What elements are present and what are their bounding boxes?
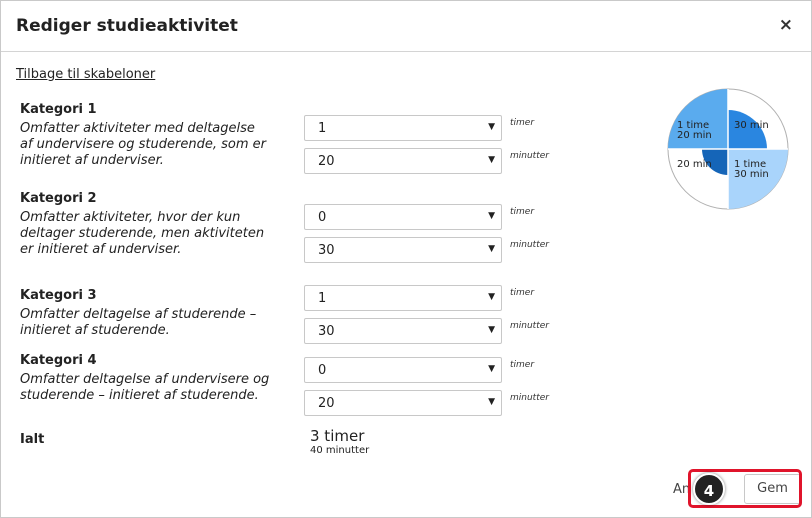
category-3-minutes-select[interactable]: [304, 318, 502, 344]
category-2-minutes-value: 30: [318, 243, 335, 258]
category-1-minutes-value: 20: [318, 154, 335, 169]
minutes-unit-label: minutter: [510, 393, 549, 403]
category-3-title: Kategori 3: [20, 288, 97, 303]
category-2-description: Omfatter aktiviteter, hvor der kun deltager studerende, men aktiviteten er initieret af underviser.: [20, 210, 265, 257]
category-1-description: Omfatter aktiviteter med deltagelse af undervisere og studerende, som er initieret af underviser.: [20, 121, 266, 168]
close-icon[interactable]: ×: [778, 15, 793, 35]
dropdown-arrow-icon: ▼: [488, 244, 495, 254]
chart-label-2: 30 min: [734, 120, 769, 131]
dropdown-arrow-icon: ▼: [488, 325, 495, 335]
hours-unit-label: timer: [510, 207, 535, 217]
minutes-unit-label: minutter: [510, 321, 549, 331]
category-3-hours-value: 1: [318, 291, 327, 306]
category-3-hours-select[interactable]: [304, 285, 502, 311]
step-badge: 4: [693, 473, 725, 505]
dialog-title: Rediger studieaktivitet: [16, 16, 238, 36]
dropdown-arrow-icon: ▼: [488, 122, 495, 132]
category-4-title: Kategori 4: [20, 353, 97, 368]
total-minutes: 40 minutter: [310, 445, 370, 456]
category-2-minutes-select[interactable]: [304, 237, 502, 263]
dropdown-arrow-icon: ▼: [488, 397, 495, 407]
chart-label-1b: 20 min: [677, 130, 712, 141]
total-hours: 3 timer: [310, 427, 365, 445]
dropdown-arrow-icon: ▼: [488, 364, 495, 374]
chart-label-4b: 30 min: [734, 169, 769, 180]
save-button[interactable]: Gem: [744, 474, 801, 504]
back-to-templates-link[interactable]: Tilbage til skabeloner: [16, 67, 156, 82]
minutes-unit-label: minutter: [510, 240, 549, 250]
dropdown-arrow-icon: ▼: [488, 292, 495, 302]
total-label: Ialt: [20, 432, 45, 447]
dialog-header: [1, 1, 811, 52]
category-4-minutes-value: 20: [318, 396, 335, 411]
category-3-description: Omfatter deltagelse af studerende – initieret af studerende.: [20, 307, 257, 338]
time-distribution-chart: [667, 88, 789, 210]
cancel-button[interactable]: An: [673, 482, 691, 497]
category-4-hours-value: 0: [318, 363, 327, 378]
category-1-hours-value: 1: [318, 121, 327, 136]
category-4-description: Omfatter deltagelse af undervisere og studerende – initieret af studerende.: [20, 372, 270, 403]
hours-unit-label: timer: [510, 288, 535, 298]
category-1-minutes-select[interactable]: [304, 148, 502, 174]
chart-label-4a: 1 time: [734, 159, 767, 170]
category-2-title: Kategori 2: [20, 191, 97, 206]
category-3-minutes-value: 30: [318, 324, 335, 339]
category-2-hours-select[interactable]: [304, 204, 502, 230]
category-1-hours-select[interactable]: [304, 115, 502, 141]
hours-unit-label: timer: [510, 360, 535, 370]
category-4-minutes-select[interactable]: [304, 390, 502, 416]
category-4-hours-select[interactable]: [304, 357, 502, 383]
hours-unit-label: timer: [510, 118, 535, 128]
minutes-unit-label: minutter: [510, 151, 549, 161]
category-2-hours-value: 0: [318, 210, 327, 225]
dropdown-arrow-icon: ▼: [488, 211, 495, 221]
chart-label-3: 20 min: [677, 159, 712, 170]
category-1-title: Kategori 1: [20, 102, 97, 117]
chart-label-1a: 1 time: [677, 120, 710, 131]
dropdown-arrow-icon: ▼: [488, 155, 495, 165]
